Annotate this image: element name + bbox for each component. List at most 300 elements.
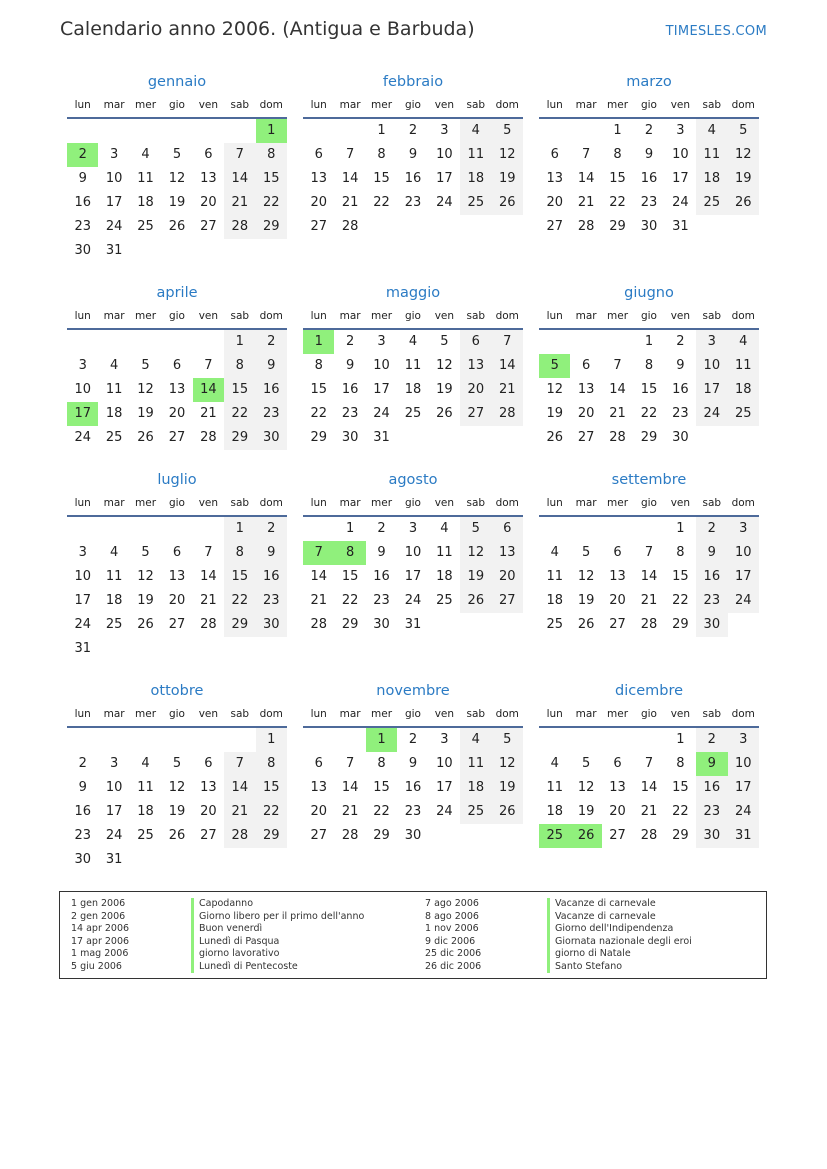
day-cell[interactable]: 17 xyxy=(436,171,453,186)
day-cell[interactable]: 10 xyxy=(373,358,390,373)
day-cell[interactable]: 24 xyxy=(105,828,123,843)
day-cell[interactable]: 30 xyxy=(404,828,422,843)
day-cell[interactable]: 11 xyxy=(696,143,727,167)
day-cell[interactable]: 23 xyxy=(404,804,422,819)
day-cell[interactable]: 11 xyxy=(105,382,123,397)
day-cell[interactable]: 27 xyxy=(310,828,327,843)
day-cell[interactable]: 17 xyxy=(696,378,727,402)
day-cell[interactable]: 11 xyxy=(404,358,422,373)
day-cell[interactable]: 20 xyxy=(310,804,327,819)
day-cell[interactable]: 1 xyxy=(224,330,255,354)
day-cell[interactable]: 9 xyxy=(676,358,685,373)
day-cell[interactable]: 12 xyxy=(728,143,759,167)
day-cell[interactable]: 6 xyxy=(460,330,491,354)
day-cell[interactable]: 11 xyxy=(460,143,491,167)
day-cell[interactable]: 3 xyxy=(696,330,727,354)
day-cell[interactable]: 4 xyxy=(141,756,150,771)
day-cell[interactable]: 6 xyxy=(172,545,182,560)
day-cell[interactable]: 8 xyxy=(644,358,654,373)
day-cell[interactable]: 28 xyxy=(341,828,359,843)
day-cell[interactable]: 31 xyxy=(74,641,91,656)
day-cell[interactable]: 25 xyxy=(436,593,453,608)
day-cell[interactable]: 26 xyxy=(546,430,563,445)
day-cell[interactable]: 19 xyxy=(137,593,154,608)
day-cell[interactable]: 11 xyxy=(546,780,563,795)
day-cell[interactable]: 27 xyxy=(609,828,626,843)
day-cell[interactable]: 23 xyxy=(696,800,727,824)
day-cell[interactable]: 27 xyxy=(310,219,327,234)
day-cell[interactable]: 28 xyxy=(640,617,658,632)
day-cell[interactable]: 2 xyxy=(67,143,98,167)
day-cell[interactable]: 14 xyxy=(341,780,359,795)
day-cell[interactable]: 24 xyxy=(696,402,727,426)
day-cell[interactable]: 2 xyxy=(644,123,654,138)
day-cell[interactable]: 25 xyxy=(460,191,491,215)
day-cell[interactable]: 19 xyxy=(168,804,186,819)
day-cell[interactable]: 26 xyxy=(436,406,453,421)
day-cell[interactable]: 23 xyxy=(256,589,287,613)
day-cell[interactable]: 27 xyxy=(460,402,491,426)
day-cell[interactable]: 7 xyxy=(204,545,213,560)
day-cell[interactable]: 1 xyxy=(345,521,355,536)
day-cell[interactable]: 18 xyxy=(728,378,759,402)
day-cell[interactable]: 5 xyxy=(172,147,182,162)
day-cell[interactable]: 10 xyxy=(105,171,123,186)
day-cell[interactable]: 18 xyxy=(546,593,563,608)
day-cell[interactable]: 21 xyxy=(200,406,217,421)
day-cell[interactable]: 9 xyxy=(644,147,654,162)
day-cell[interactable]: 5 xyxy=(460,517,491,541)
day-cell[interactable]: 11 xyxy=(728,354,759,378)
day-cell[interactable]: 15 xyxy=(609,171,626,186)
day-cell[interactable]: 26 xyxy=(492,800,523,824)
day-cell[interactable]: 28 xyxy=(492,402,523,426)
day-cell[interactable]: 2 xyxy=(408,732,418,747)
day-cell[interactable]: 20 xyxy=(200,195,217,210)
day-cell[interactable]: 8 xyxy=(676,756,685,771)
day-cell[interactable]: 2 xyxy=(256,330,287,354)
day-cell[interactable]: 1 xyxy=(303,330,334,354)
day-cell[interactable]: 15 xyxy=(224,565,255,589)
day-cell[interactable]: 10 xyxy=(672,147,689,162)
day-cell[interactable]: 4 xyxy=(550,545,559,560)
day-cell[interactable]: 8 xyxy=(256,143,287,167)
day-cell[interactable]: 6 xyxy=(613,545,622,560)
day-cell[interactable]: 23 xyxy=(341,406,359,421)
day-cell[interactable]: 14 xyxy=(341,171,359,186)
day-cell[interactable]: 13 xyxy=(460,354,491,378)
day-cell[interactable]: 22 xyxy=(640,406,658,421)
day-cell[interactable]: 3 xyxy=(109,147,119,162)
day-cell[interactable]: 13 xyxy=(310,171,327,186)
day-cell[interactable]: 31 xyxy=(373,430,390,445)
day-cell[interactable]: 27 xyxy=(492,589,523,613)
day-cell[interactable]: 13 xyxy=(310,780,327,795)
day-cell[interactable]: 30 xyxy=(256,426,287,450)
day-cell[interactable]: 3 xyxy=(109,756,119,771)
day-cell[interactable]: 1 xyxy=(676,521,685,536)
day-cell[interactable]: 18 xyxy=(436,569,453,584)
day-cell[interactable]: 7 xyxy=(345,756,355,771)
day-cell[interactable]: 1 xyxy=(366,728,397,752)
day-cell[interactable]: 5 xyxy=(539,354,570,378)
day-cell[interactable]: 14 xyxy=(577,171,595,186)
day-cell[interactable]: 20 xyxy=(310,195,327,210)
day-cell[interactable]: 24 xyxy=(105,219,123,234)
day-cell[interactable]: 14 xyxy=(609,382,626,397)
day-cell[interactable]: 7 xyxy=(644,545,654,560)
day-cell[interactable]: 1 xyxy=(256,119,287,143)
day-cell[interactable]: 4 xyxy=(109,545,119,560)
day-cell[interactable]: 17 xyxy=(672,171,689,186)
day-cell[interactable]: 4 xyxy=(550,756,559,771)
day-cell[interactable]: 2 xyxy=(408,123,418,138)
day-cell[interactable]: 6 xyxy=(550,147,559,162)
day-cell[interactable]: 21 xyxy=(200,593,217,608)
day-cell[interactable]: 7 xyxy=(644,756,654,771)
day-cell[interactable]: 10 xyxy=(728,752,759,776)
day-cell[interactable]: 10 xyxy=(105,780,123,795)
day-cell[interactable]: 29 xyxy=(310,430,327,445)
day-cell[interactable]: 21 xyxy=(609,406,626,421)
day-cell[interactable]: 18 xyxy=(137,804,154,819)
day-cell[interactable]: 13 xyxy=(168,569,186,584)
day-cell[interactable]: 17 xyxy=(728,776,759,800)
day-cell[interactable]: 29 xyxy=(224,613,255,637)
day-cell[interactable]: 1 xyxy=(224,517,255,541)
day-cell[interactable]: 20 xyxy=(460,378,491,402)
day-cell[interactable]: 3 xyxy=(78,545,87,560)
day-cell[interactable]: 26 xyxy=(168,219,186,234)
day-cell[interactable]: 24 xyxy=(373,406,390,421)
day-cell[interactable]: 20 xyxy=(492,565,523,589)
day-cell[interactable]: 30 xyxy=(672,430,689,445)
day-cell[interactable]: 8 xyxy=(334,541,365,565)
day-cell[interactable]: 16 xyxy=(341,382,359,397)
day-cell[interactable]: 13 xyxy=(168,382,186,397)
day-cell[interactable]: 23 xyxy=(256,402,287,426)
day-cell[interactable]: 24 xyxy=(728,800,759,824)
day-cell[interactable]: 5 xyxy=(141,358,150,373)
day-cell[interactable]: 12 xyxy=(137,382,154,397)
day-cell[interactable]: 1 xyxy=(644,334,654,349)
day-cell[interactable]: 8 xyxy=(676,545,685,560)
day-cell[interactable]: 18 xyxy=(404,382,422,397)
day-cell[interactable]: 8 xyxy=(256,752,287,776)
day-cell[interactable]: 13 xyxy=(200,780,217,795)
day-cell[interactable]: 11 xyxy=(137,780,154,795)
day-cell[interactable]: 21 xyxy=(341,804,359,819)
day-cell[interactable]: 28 xyxy=(224,215,255,239)
day-cell[interactable]: 23 xyxy=(640,195,658,210)
day-cell[interactable]: 25 xyxy=(404,406,422,421)
brand-link[interactable]: TIMESLES.COM xyxy=(665,24,767,39)
day-cell[interactable]: 27 xyxy=(546,219,563,234)
day-cell[interactable]: 10 xyxy=(404,545,422,560)
day-cell[interactable]: 24 xyxy=(74,617,91,632)
day-cell[interactable]: 27 xyxy=(168,617,186,632)
day-cell[interactable]: 25 xyxy=(105,617,123,632)
day-cell[interactable]: 16 xyxy=(696,565,727,589)
day-cell[interactable]: 11 xyxy=(137,171,154,186)
day-cell[interactable]: 22 xyxy=(672,804,689,819)
day-cell[interactable]: 4 xyxy=(109,358,119,373)
day-cell[interactable]: 17 xyxy=(373,382,390,397)
day-cell[interactable]: 7 xyxy=(224,143,255,167)
day-cell[interactable]: 17 xyxy=(105,195,123,210)
day-cell[interactable]: 7 xyxy=(204,358,213,373)
day-cell[interactable]: 18 xyxy=(105,593,123,608)
day-cell[interactable]: 12 xyxy=(492,752,523,776)
day-cell[interactable]: 20 xyxy=(609,593,626,608)
day-cell[interactable]: 10 xyxy=(436,756,453,771)
day-cell[interactable]: 31 xyxy=(728,824,759,848)
day-cell[interactable]: 21 xyxy=(341,195,359,210)
day-cell[interactable]: 15 xyxy=(310,382,327,397)
day-cell[interactable]: 16 xyxy=(373,569,390,584)
day-cell[interactable]: 24 xyxy=(436,195,453,210)
day-cell[interactable]: 12 xyxy=(577,569,595,584)
day-cell[interactable]: 31 xyxy=(105,243,123,258)
day-cell[interactable]: 25 xyxy=(539,824,570,848)
day-cell[interactable]: 18 xyxy=(460,167,491,191)
day-cell[interactable]: 31 xyxy=(404,617,422,632)
day-cell[interactable]: 3 xyxy=(728,728,759,752)
day-cell[interactable]: 3 xyxy=(78,358,87,373)
day-cell[interactable]: 19 xyxy=(577,804,595,819)
day-cell[interactable]: 22 xyxy=(672,593,689,608)
day-cell[interactable]: 19 xyxy=(460,565,491,589)
day-cell[interactable]: 16 xyxy=(74,804,91,819)
day-cell[interactable]: 18 xyxy=(696,167,727,191)
day-cell[interactable]: 30 xyxy=(696,824,727,848)
day-cell[interactable]: 19 xyxy=(492,776,523,800)
day-cell[interactable]: 19 xyxy=(137,406,154,421)
day-cell[interactable]: 16 xyxy=(404,780,422,795)
day-cell[interactable]: 16 xyxy=(640,171,658,186)
day-cell[interactable]: 11 xyxy=(546,569,563,584)
day-cell[interactable]: 15 xyxy=(256,776,287,800)
day-cell[interactable]: 29 xyxy=(224,426,255,450)
day-cell[interactable]: 28 xyxy=(609,430,626,445)
day-cell[interactable]: 20 xyxy=(168,593,186,608)
day-cell[interactable]: 23 xyxy=(74,828,91,843)
day-cell[interactable]: 28 xyxy=(200,430,217,445)
day-cell[interactable]: 13 xyxy=(546,171,563,186)
day-cell[interactable]: 22 xyxy=(256,800,287,824)
day-cell[interactable]: 6 xyxy=(172,358,182,373)
day-cell[interactable]: 29 xyxy=(672,828,689,843)
day-cell[interactable]: 29 xyxy=(672,617,689,632)
day-cell[interactable]: 3 xyxy=(377,334,386,349)
day-cell[interactable]: 5 xyxy=(581,756,591,771)
day-cell[interactable]: 2 xyxy=(78,756,87,771)
day-cell[interactable]: 4 xyxy=(141,147,150,162)
day-cell[interactable]: 4 xyxy=(696,119,727,143)
day-cell[interactable]: 1 xyxy=(377,123,386,138)
day-cell[interactable]: 4 xyxy=(460,119,491,143)
day-cell[interactable]: 31 xyxy=(105,852,123,867)
day-cell[interactable]: 8 xyxy=(377,147,386,162)
day-cell[interactable]: 15 xyxy=(672,780,689,795)
day-cell[interactable]: 29 xyxy=(341,617,359,632)
day-cell[interactable]: 21 xyxy=(640,593,658,608)
day-cell[interactable]: 23 xyxy=(672,406,689,421)
day-cell[interactable]: 26 xyxy=(728,191,759,215)
day-cell[interactable]: 28 xyxy=(341,219,359,234)
day-cell[interactable]: 4 xyxy=(728,330,759,354)
day-cell[interactable]: 5 xyxy=(141,545,150,560)
day-cell[interactable]: 6 xyxy=(314,147,323,162)
day-cell[interactable]: 19 xyxy=(168,195,186,210)
day-cell[interactable]: 12 xyxy=(137,569,154,584)
day-cell[interactable]: 29 xyxy=(640,430,658,445)
day-cell[interactable]: 12 xyxy=(168,171,186,186)
day-cell[interactable]: 24 xyxy=(436,804,453,819)
day-cell[interactable]: 26 xyxy=(570,824,601,848)
day-cell[interactable]: 12 xyxy=(168,780,186,795)
day-cell[interactable]: 11 xyxy=(460,752,491,776)
day-cell[interactable]: 10 xyxy=(696,354,727,378)
day-cell[interactable]: 12 xyxy=(577,780,595,795)
day-cell[interactable]: 20 xyxy=(609,804,626,819)
day-cell[interactable]: 5 xyxy=(581,545,591,560)
day-cell[interactable]: 1 xyxy=(613,123,622,138)
day-cell[interactable]: 28 xyxy=(224,824,255,848)
day-cell[interactable]: 22 xyxy=(609,195,626,210)
day-cell[interactable]: 13 xyxy=(492,541,523,565)
day-cell[interactable]: 18 xyxy=(460,776,491,800)
day-cell[interactable]: 12 xyxy=(492,143,523,167)
day-cell[interactable]: 9 xyxy=(345,358,355,373)
day-cell[interactable]: 14 xyxy=(193,378,224,402)
day-cell[interactable]: 17 xyxy=(74,593,91,608)
day-cell[interactable]: 30 xyxy=(373,617,390,632)
day-cell[interactable]: 19 xyxy=(728,167,759,191)
day-cell[interactable]: 1 xyxy=(256,728,287,752)
day-cell[interactable]: 26 xyxy=(577,617,595,632)
day-cell[interactable]: 25 xyxy=(728,402,759,426)
day-cell[interactable]: 14 xyxy=(640,569,658,584)
day-cell[interactable]: 22 xyxy=(310,406,327,421)
day-cell[interactable]: 2 xyxy=(696,517,727,541)
day-cell[interactable]: 15 xyxy=(224,378,255,402)
day-cell[interactable]: 25 xyxy=(137,219,154,234)
day-cell[interactable]: 19 xyxy=(546,406,563,421)
day-cell[interactable]: 23 xyxy=(373,593,390,608)
day-cell[interactable]: 18 xyxy=(137,195,154,210)
day-cell[interactable]: 12 xyxy=(460,541,491,565)
day-cell[interactable]: 26 xyxy=(492,191,523,215)
day-cell[interactable]: 21 xyxy=(577,195,595,210)
day-cell[interactable]: 20 xyxy=(546,195,563,210)
day-cell[interactable]: 7 xyxy=(613,358,622,373)
day-cell[interactable]: 19 xyxy=(577,593,595,608)
day-cell[interactable]: 2 xyxy=(696,728,727,752)
day-cell[interactable]: 9 xyxy=(256,541,287,565)
day-cell[interactable]: 18 xyxy=(105,406,123,421)
day-cell[interactable]: 10 xyxy=(728,541,759,565)
day-cell[interactable]: 8 xyxy=(314,358,323,373)
day-cell[interactable]: 5 xyxy=(492,728,523,752)
day-cell[interactable]: 18 xyxy=(546,804,563,819)
day-cell[interactable]: 3 xyxy=(728,517,759,541)
day-cell[interactable]: 13 xyxy=(200,171,217,186)
day-cell[interactable]: 28 xyxy=(577,219,595,234)
day-cell[interactable]: 9 xyxy=(408,756,418,771)
day-cell[interactable]: 15 xyxy=(672,569,689,584)
day-cell[interactable]: 24 xyxy=(728,589,759,613)
day-cell[interactable]: 2 xyxy=(676,334,685,349)
day-cell[interactable]: 6 xyxy=(204,147,213,162)
day-cell[interactable]: 28 xyxy=(200,617,217,632)
day-cell[interactable]: 6 xyxy=(492,517,523,541)
day-cell[interactable]: 24 xyxy=(672,195,689,210)
day-cell[interactable]: 31 xyxy=(672,219,689,234)
day-cell[interactable]: 20 xyxy=(577,406,595,421)
day-cell[interactable]: 11 xyxy=(105,569,123,584)
day-cell[interactable]: 16 xyxy=(256,565,287,589)
day-cell[interactable]: 3 xyxy=(440,123,449,138)
day-cell[interactable]: 23 xyxy=(696,589,727,613)
day-cell[interactable]: 9 xyxy=(78,171,87,186)
day-cell[interactable]: 27 xyxy=(168,430,186,445)
day-cell[interactable]: 15 xyxy=(256,167,287,191)
day-cell[interactable]: 25 xyxy=(105,430,123,445)
day-cell[interactable]: 21 xyxy=(492,378,523,402)
day-cell[interactable]: 6 xyxy=(613,756,622,771)
day-cell[interactable]: 22 xyxy=(373,804,390,819)
day-cell[interactable]: 16 xyxy=(256,378,287,402)
day-cell[interactable]: 23 xyxy=(404,195,422,210)
day-cell[interactable]: 30 xyxy=(74,852,91,867)
day-cell[interactable]: 3 xyxy=(676,123,685,138)
day-cell[interactable]: 5 xyxy=(492,119,523,143)
day-cell[interactable]: 22 xyxy=(256,191,287,215)
day-cell[interactable]: 5 xyxy=(728,119,759,143)
day-cell[interactable]: 22 xyxy=(341,593,359,608)
day-cell[interactable]: 10 xyxy=(436,147,453,162)
day-cell[interactable]: 14 xyxy=(640,780,658,795)
day-cell[interactable]: 21 xyxy=(224,800,255,824)
day-cell[interactable]: 20 xyxy=(200,804,217,819)
day-cell[interactable]: 30 xyxy=(74,243,91,258)
day-cell[interactable]: 14 xyxy=(310,569,327,584)
day-cell[interactable]: 14 xyxy=(200,569,217,584)
day-cell[interactable]: 27 xyxy=(577,430,595,445)
day-cell[interactable]: 24 xyxy=(404,593,422,608)
day-cell[interactable]: 11 xyxy=(436,545,453,560)
day-cell[interactable]: 29 xyxy=(373,828,390,843)
day-cell[interactable]: 6 xyxy=(314,756,323,771)
day-cell[interactable]: 19 xyxy=(492,167,523,191)
day-cell[interactable]: 17 xyxy=(105,804,123,819)
day-cell[interactable]: 25 xyxy=(460,800,491,824)
day-cell[interactable]: 26 xyxy=(137,430,154,445)
day-cell[interactable]: 29 xyxy=(609,219,626,234)
day-cell[interactable]: 21 xyxy=(640,804,658,819)
day-cell[interactable]: 1 xyxy=(676,732,685,747)
day-cell[interactable]: 9 xyxy=(696,752,727,776)
day-cell[interactable]: 25 xyxy=(137,828,154,843)
day-cell[interactable]: 30 xyxy=(640,219,658,234)
day-cell[interactable]: 26 xyxy=(137,617,154,632)
day-cell[interactable]: 22 xyxy=(224,402,255,426)
day-cell[interactable]: 29 xyxy=(256,824,287,848)
day-cell[interactable]: 30 xyxy=(256,613,287,637)
day-cell[interactable]: 9 xyxy=(696,541,727,565)
day-cell[interactable]: 8 xyxy=(377,756,386,771)
